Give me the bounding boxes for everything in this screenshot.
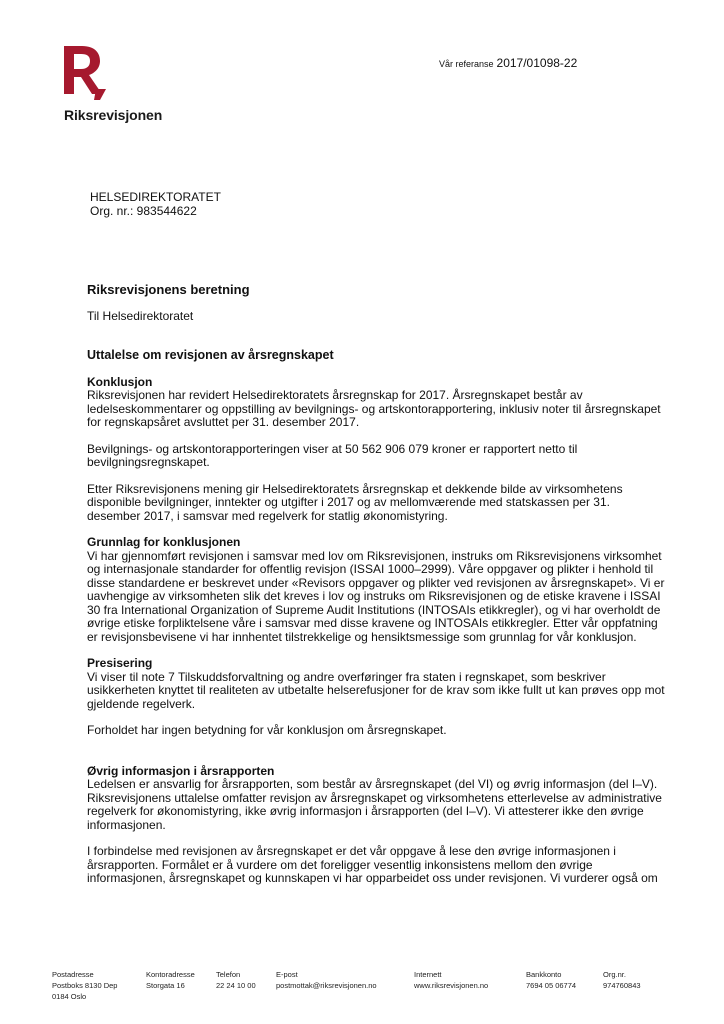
text-line: Vi har gjennomført revisjonen i samsvar med lov om Riksrevisjonen, instruks om Riksrevisjonens virksomhet	[87, 548, 662, 563]
report-title: Riksrevisjonens beretning	[87, 282, 250, 297]
text-line: for regnskapsåret avsluttet per 31. desember 2017.	[87, 415, 360, 429]
text-line: Vi viser til note 7 Tilskuddsforvaltning og andre overføringer fra staten i regnskapet, som beskriver	[87, 669, 606, 684]
text-line: informasjonen.	[87, 817, 166, 832]
other-info-heading: Øvrig informasjon i årsrapporten	[87, 763, 275, 778]
reference-label: Vår referanse	[439, 59, 494, 69]
conclusion-paragraph-1	[87, 389, 687, 430]
text-line: desember 2017, i samsvar med regelverk for statlig økonomistyring.	[87, 508, 448, 523]
footer-bank-account: Bankkonto 7694 05 06774	[526, 970, 577, 990]
text-line: Riksrevisjonens uttalelse omfatter revisjon av årsregnskapet og virksomhetens etterlevelse av administrative	[87, 790, 662, 805]
footer-label: Bankkonto	[526, 970, 562, 979]
conclusion-heading: Konklusjon	[87, 374, 153, 389]
footer-website: Internett www.riksrevisjonen.no	[414, 970, 489, 990]
conclusion-paragraph-3	[87, 483, 687, 524]
logo-wordmark: Riksrevisjonen	[64, 107, 163, 123]
emphasis-paragraph-2	[87, 724, 687, 738]
text-line: Forholdet har ingen betydning for vår konklusjon om årsregnskapet.	[87, 723, 447, 737]
addressee-block	[90, 190, 221, 218]
emphasis-heading: Presisering	[87, 656, 153, 670]
addressee-name: HELSEDIREKTORATET	[90, 190, 221, 204]
footer-label: Org.nr.	[603, 970, 626, 979]
text-line: Riksrevisjonen har revidert Helsedirektoratets årsregnskap for 2017. Årsregnskapet består av	[87, 388, 583, 402]
statement-heading: Uttalelse om revisjonen av årsregnskapet	[87, 347, 334, 362]
text-line: Bevilgnings- og artskontorapporteringen viser at 50 562 906 079 kroner er rapportert netto til	[87, 441, 578, 456]
report-recipient: Til Helsedirektoratet	[87, 309, 194, 323]
text-line: årsrapporten. Formålet er å vurdere om det foreligger vesentlig inkonsistens mellom den øvrige	[87, 857, 593, 872]
footer-label: Postadresse	[52, 970, 94, 979]
footer-postal-address: Postadresse Postboks 8130 Dep 0184 Oslo	[52, 970, 118, 1001]
text-line: usikkerheten knyttet til realiteten av utbetalte helserefusjoner for de krav som ikke fullt ut kan prøves opp mot	[87, 683, 665, 697]
footer-org-number: Org.nr. 974760843	[603, 970, 641, 990]
text-line: uavhengige av virksomheten slik det kreves i lov og instruks om Riksrevisjonen og de etiske kravene i ISSAI	[87, 589, 661, 603]
text-line: gjeldende regelverk.	[87, 696, 196, 711]
footer-label: Kontoradresse	[146, 970, 195, 979]
text-line: Etter Riksrevisjonens mening gir Helsedirektoratets årsregnskap et dekkende bilde av virksomhetens	[87, 481, 623, 496]
text-line: er revisjonsbevisene vi har innhentet tilstrekkelige og hensiktsmessige som grunnlag for vår konklusjon.	[87, 629, 637, 644]
text-line: disponible bevilgninger, inntekter og utgifter i 2017 og av mellomværende med statskassen per 31.	[87, 495, 610, 509]
riksrevisjonen-logo	[64, 46, 163, 123]
footer-office-address: Kontoradresse Storgata 16	[146, 970, 195, 990]
text-line: øvrige etiske forpliktelsene våre i samsvar med disse kravene og INTOSAIs etikkregler. Etter vår oppfatning	[87, 616, 658, 630]
footer-label: Internett	[414, 970, 442, 979]
footer-label: Telefon	[216, 970, 241, 979]
emphasis-paragraph-1	[87, 671, 687, 712]
text-line: informasjonen, årsregnskapet og kunnskapen vi har opparbeidet oss under revisjonen. Vi vurderer også om	[87, 871, 658, 885]
reference-value: 2017/01098-22	[496, 56, 578, 70]
text-line: ledelseskommentarer og oppstilling av bevilgnings- og artskontorapportering, inklusiv noter til årsregnskapet	[87, 401, 661, 416]
basis-heading: Grunnlag for konklusjonen	[87, 535, 241, 549]
text-line: I forbindelse med revisjonen av årsregnskapet er det vår oppgave å lese den øvrige informasjonen i	[87, 844, 616, 858]
other-info-paragraph-2	[87, 845, 687, 886]
text-line: disse standardene er beskrevet under «Revisors oppgaver og plikter ved revisjonen av årsregnskapet». Vi er	[87, 575, 665, 590]
reference	[439, 56, 577, 70]
text-line: regelverk for økonomistyring, ikke øvrig informasjon i årsrapporten (del I–V). Vi attesterer ikke den øvrige	[87, 804, 644, 818]
conclusion-paragraph-2	[87, 443, 687, 470]
other-info-paragraph-1	[87, 778, 687, 832]
report-body	[87, 282, 687, 886]
text-line: 30 fra International Organization of Supreme Audit Institutions (INTOSAIs etikkregler), og vi har overholdt de	[87, 602, 661, 617]
basis-paragraph	[87, 550, 687, 645]
footer-phone: Telefon 22 24 10 00	[216, 970, 256, 990]
text-line: Ledelsen er ansvarlig for årsrapporten, som består av årsregnskapet (del VI) og øvrig informasjon (del I–V).	[87, 777, 658, 791]
addressee-org-number: Org. nr.: 983544622	[90, 204, 197, 218]
text-line: og internasjonale standarder for offentlig revisjon (ISSAI 1000–2999). Våre oppgaver og plikter i henhold til	[87, 562, 654, 576]
footer-email: E-post postmottak@riksrevisjonen.no	[276, 970, 377, 990]
footer-label: E-post	[276, 970, 298, 979]
logo-r-mark	[64, 46, 112, 100]
text-line: bevilgningsregnskapet.	[87, 455, 210, 469]
